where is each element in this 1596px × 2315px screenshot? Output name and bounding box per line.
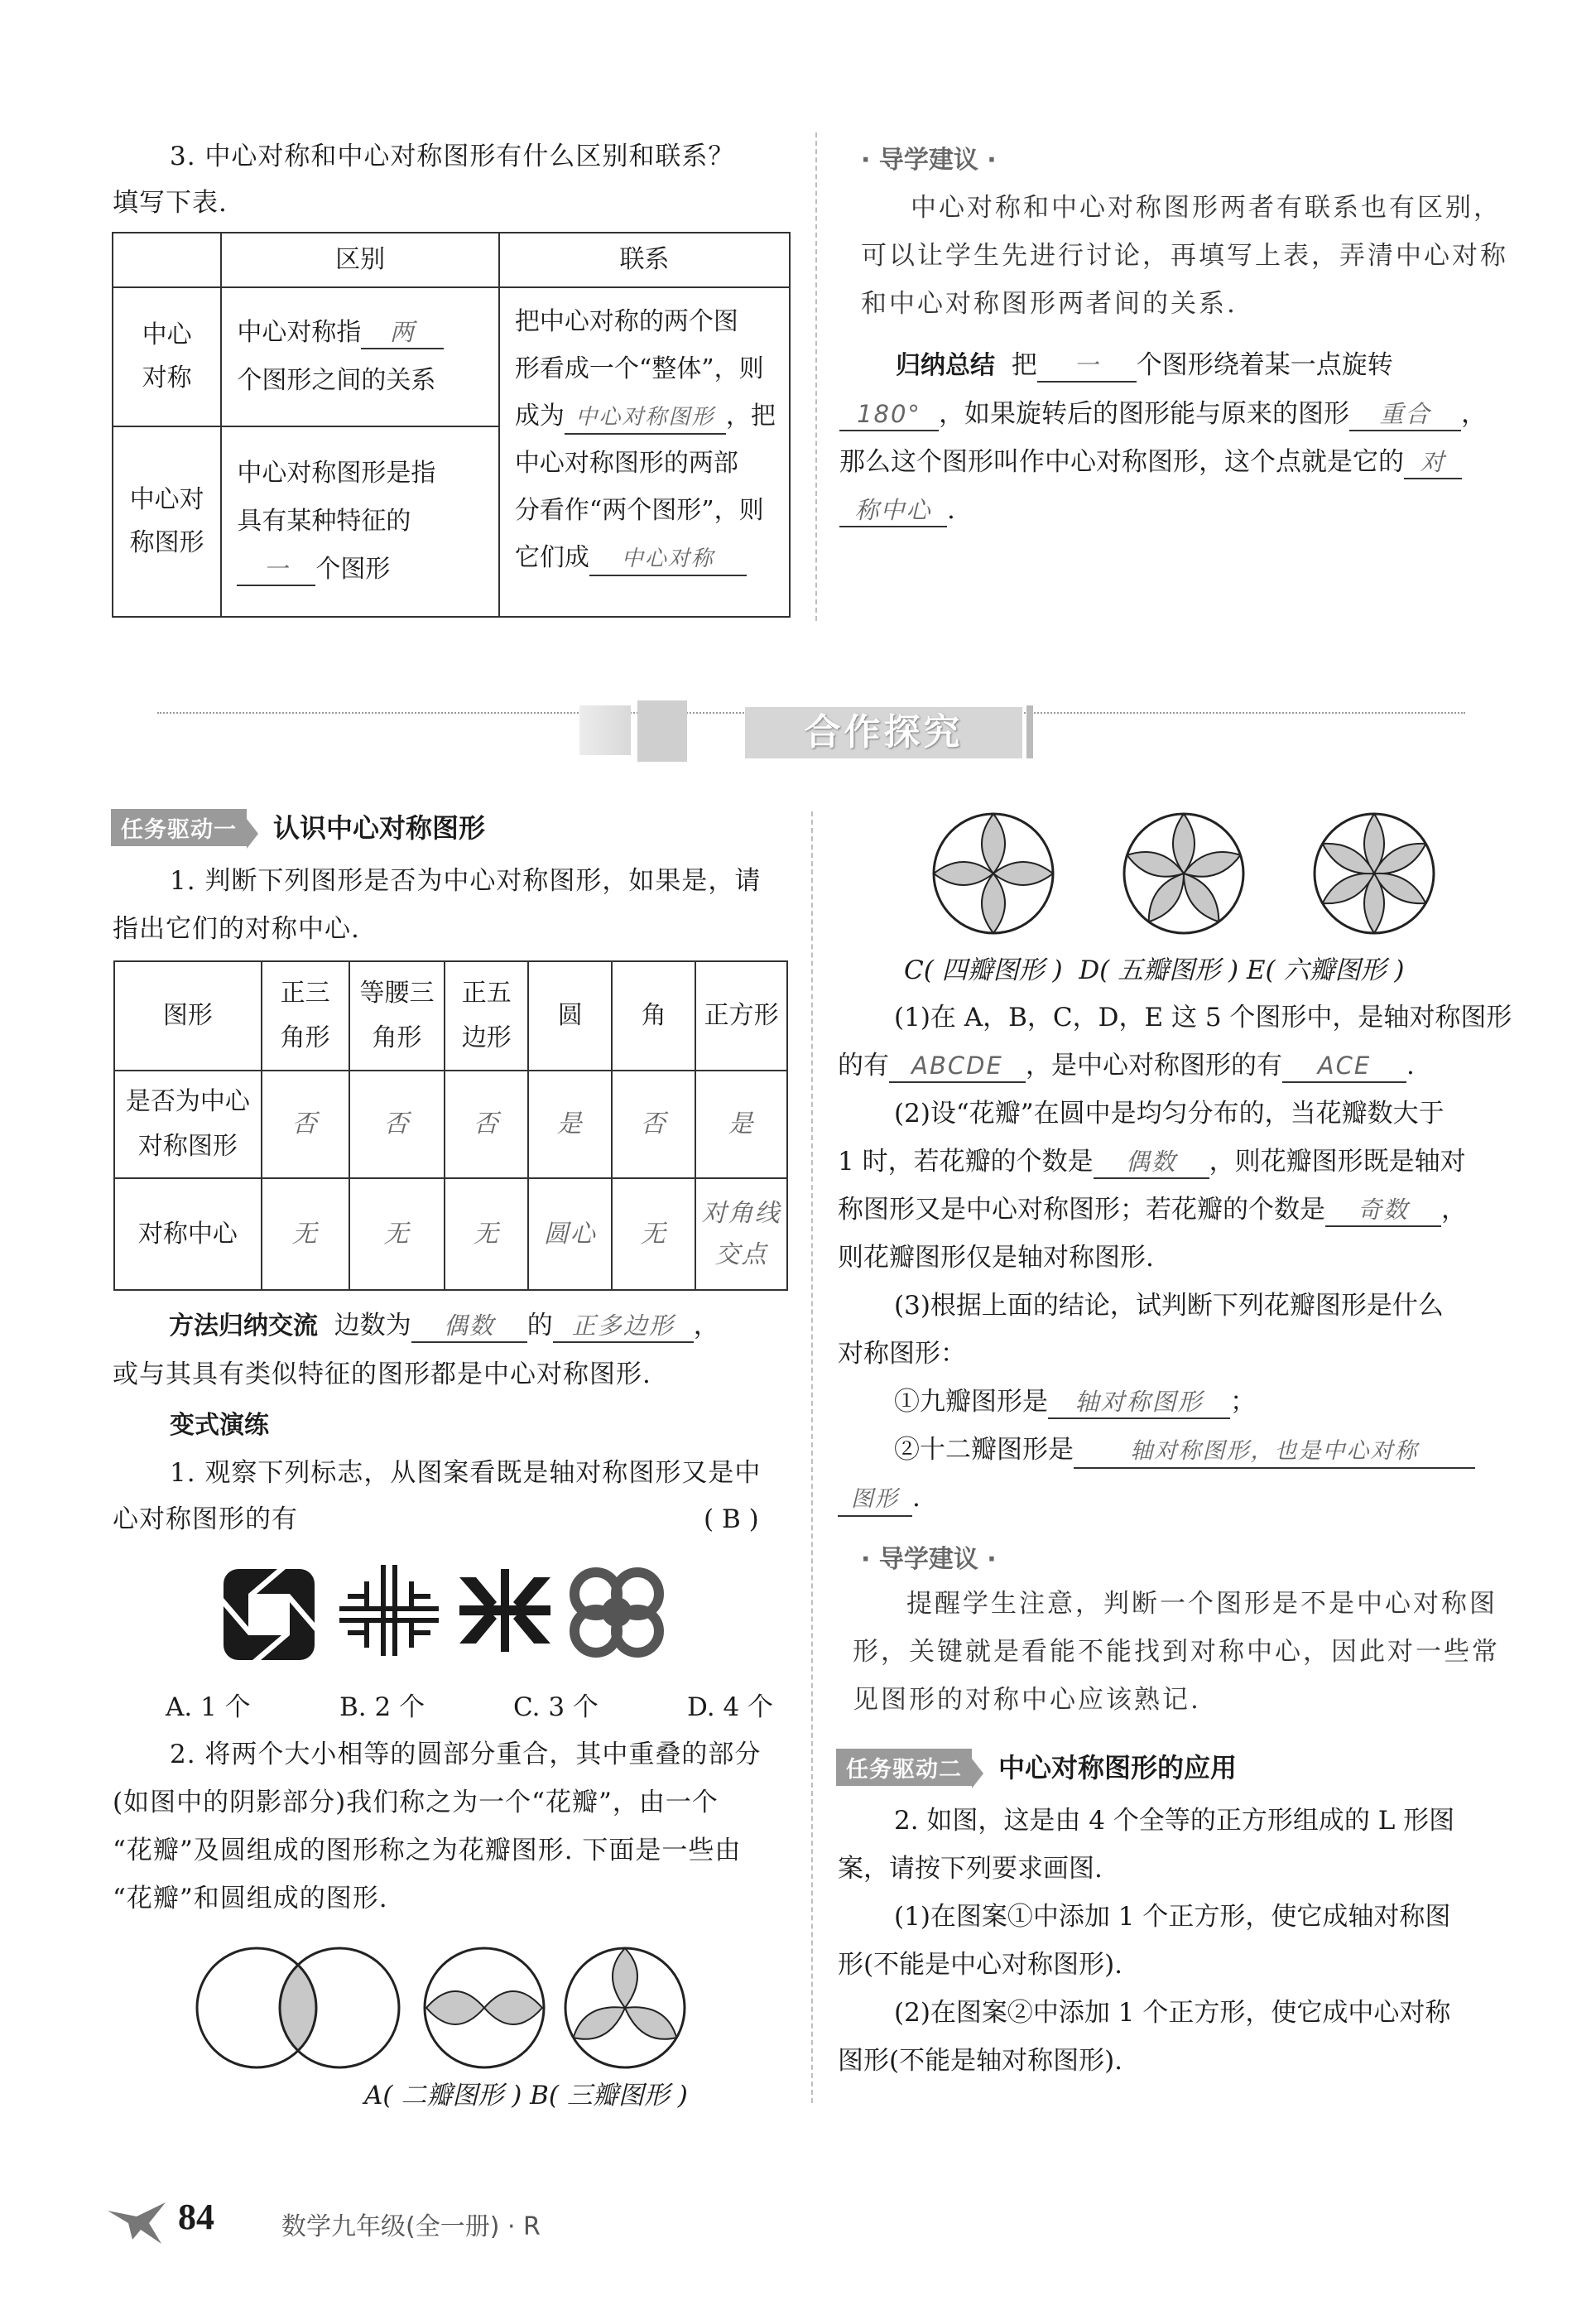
task2-tag: 任务驱动二 [836,1749,972,1786]
q3-row2-diff: 中心对称图形是指 具有某种特征的 一 个图形 [221,426,499,617]
answer-blank: 轴对称图形 [1048,1386,1230,1419]
answer-blank: 轴对称图形，也是中心对称 [1074,1436,1475,1469]
caption-cde: C( 四瓣图形 ) D( 五瓣图形 ) E( 六瓣图形 ) [904,955,1405,985]
answer-blank: 180° [839,398,939,431]
variant-q1b: 心对称图形的有 [113,1504,298,1534]
option-b: B. 2 个 [339,1692,425,1722]
answer-blank: 奇数 [1325,1194,1441,1227]
answer-blank: 偶数 [411,1310,527,1343]
summary-label: 归纳总结 [896,351,995,380]
answer-blank: 称中心 [839,494,947,527]
column-divider [815,132,817,621]
method-label: 方法归纳交流 [169,1312,318,1340]
logo-knot [574,1572,659,1653]
tag-arrow [972,1759,983,1788]
answer-blank: 一 [237,553,315,586]
answer-blank: ACE [1282,1050,1406,1083]
guide-text-1: 中心对称和中心对称图形两者有联系也有区别， 可以让学生先进行讨论，再填写上表，弄清中心对称 和中心对称图形两者间的关系. [861,193,1508,319]
method-summary: 方法归纳交流 边数为 偶数 的 正多边形 ， 或与其具有类似特征的图形都是中心对称图形. [113,1311,719,1389]
figure-d-five-petal [1124,814,1244,933]
variant-q2a: 2. 将两个大小相等的圆部分重合，其中重叠的部分 [170,1740,762,1769]
logo-square-rotated [224,1569,315,1660]
page-number: 84 [178,2197,214,2237]
answer-blank: ABCDE [889,1050,1026,1083]
answer-blank: 中心对称 [589,543,747,576]
tag-arrow [247,819,258,849]
q3-header-diff: 区别 [221,233,499,287]
q3-row1-label: 中心 对称 [113,287,221,426]
variant-q1-answer: ( B ) [704,1504,759,1534]
answer-blank: 两 [361,316,444,349]
logo-x-pattern [459,1569,550,1652]
task2-body: 2. 如图，这是由 4 个全等的正方形组成的 L 形图 案，请按下列要求画图. (1)在图案①中添加 1 个正方形，使它成轴对称图 形(不能是中心对称图形). (2)在图案②中添加 1 个正方形，使它成中心对称 图形(不能是轴对称图形). [838,1806,1455,2076]
answer-blank: 偶数 [1094,1146,1209,1179]
variant-heading: 变式演练 [170,1411,269,1440]
q3-line2: 填写下表. [113,188,228,218]
footer-bird-icon [103,2198,170,2248]
logo-cross-lines [339,1565,439,1656]
caption-ab: A( 二瓣图形 ) B( 三瓣图形 ) [364,2081,688,2110]
section-title: 合作探究 [745,707,1022,758]
banner-decoration [637,700,687,762]
petal-figures-cde [927,807,1490,948]
summary: 归纳总结 把 一 个图形绕着某一点旋转 180° ，如果旋转后的图形能与原来的图形 重合 ， 那么这个图形叫作中心对称图形，这个点就是它的 对 称中心 . [839,341,1568,534]
option-d: D. 4 个 [687,1692,774,1722]
guide-text-2: 提醒学生注意，判断一个图形是不是中心对称图 形，关键就是看能不能找到对称中心，因此对一些常 见图形的对称中心应该熟记. [853,1589,1500,1715]
q3-line1: 3. 中心对称和中心对称图形有什么区别和联系？ [170,142,735,171]
variant-q2b: (如图中的阴影部分)我们称之为一个“花瓣”，由一个 [113,1788,719,1817]
task1-q1a: 1. 判断下列图形是否为中心对称图形，如果是，请 [170,866,762,896]
option-c: C. 3 个 [513,1692,598,1722]
task2-title: 中心对称图形的应用 [998,1752,1238,1783]
book-title: 数学九年级(全一册) · R [281,2212,541,2241]
figure-c-four-petal [934,814,1053,933]
answer-blank: 中心对称图形 [565,402,726,435]
figure-e-six-petal [1315,814,1434,933]
petal-figures-ab [174,1937,704,2078]
answer-blank: 图形 [838,1484,912,1517]
task1-q1b: 指出它们的对称中心. [113,914,360,944]
q3-row2-label: 中心对 称图形 [113,426,221,617]
q3-row1-diff: 中心对称指 两 个图形之间的关系 [221,287,499,426]
variant-q1a: 1. 观察下列标志，从图案看既是轴对称图形又是中 [170,1458,762,1488]
figure-b-three-petal [565,1948,685,2067]
banner-decoration [579,705,631,755]
task2-header [836,1747,1237,1788]
figure-b-two-petal-circle [425,1948,544,2067]
logo-row [219,1557,683,1664]
right-questions: (1)在 A，B，C，D，E 这 5 个图形中，是轴对称图形 的有 ABCDE ，是中心对称图形的有 ACE . (2)设“花瓣”在圆中是均匀分布的，当花瓣数大于 1 时，若花瓣的个数是 偶数 ，则花瓣图形既是轴对 称图形又是中心对称图形；若花瓣的个数是 奇数 ， 则花瓣图形仅是轴对称图形. (3)根据上面的结论，试判断下列花瓣图形是什么 对称图形： ①九瓣图形是 轴对称图形 ； ②十二瓣图形是 轴对称图形，也是中心对称 图形 . [838,994,1566,1522]
answer-blank: 正多边形 [553,1310,694,1343]
column-divider [811,811,813,2103]
banner-decoration [1026,705,1033,758]
guide-title-1: · 导学建议 · [861,146,997,175]
answer-blank: 对 [1404,446,1462,479]
task1-header [111,807,485,849]
task1-table: 图形 正三 角形 等腰三 角形 正五 边形 圆 角 正方形 是否为中心 对称图形 否 否 否 是 否 是 对称中心 无 无 无 圆心 无 对角线 交点 [113,960,788,1291]
task1-title: 认识中心对称图形 [273,812,486,844]
answer-blank: 重合 [1349,398,1461,431]
option-a: A. 1 个 [166,1692,251,1722]
figure-a-two-petal [197,1948,399,2067]
guide-title-2: · 导学建议 · [861,1545,997,1574]
variant-q2c: “花瓣”及圆组成的图形称之为花瓣图形. 下面是一些由 [113,1836,742,1865]
variant-q2d: “花瓣”和圆组成的图形. [113,1884,388,1913]
q3-link-cell: 把中心对称的两个图 形看成一个“整体”，则 成为 中心对称图形 ，把 中心对称图形的两部 分看作“两个图形”，则 它们成 中心对称 [499,287,790,617]
q3-table [112,232,791,618]
answer-blank: 一 [1037,349,1137,383]
q3-header-link: 联系 [499,233,790,287]
task1-tag: 任务驱动一 [111,809,247,846]
